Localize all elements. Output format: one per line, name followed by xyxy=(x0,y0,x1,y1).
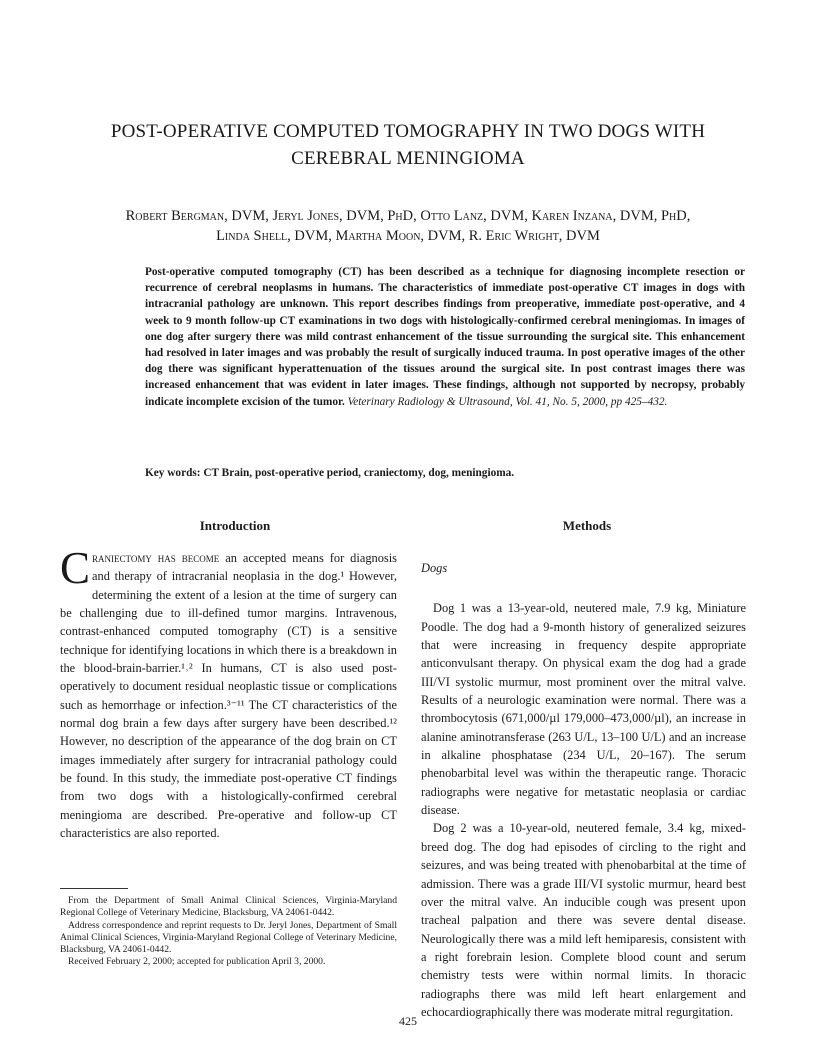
footnote-received: Received February 2, 2000; accepted for publication April 3, 2000. xyxy=(68,956,326,968)
author-line-1: Robert Bergman, DVM, Jeryl Jones, DVM, PhD, Otto Lanz, DVM, Karen Inzana, DVM, PhD, xyxy=(125,208,691,224)
abstract-citation: Veterinary Radiology & Ultrasound, Vol. 41, No. 5, 2000, pp 425–432. xyxy=(347,395,668,408)
drop-cap: C xyxy=(60,543,91,593)
footnote-affiliation: From the Department of Small Animal Clinical Sciences, Virginia-Maryland Regional College of Veterinary Medicine, Blacksburg, VA 24061-0442. xyxy=(60,895,397,919)
methods-subheading: Dogs xyxy=(421,561,448,575)
article-title: POST-OPERATIVE COMPUTED TOMOGRAPHY IN TWO DOGS WITH CEREBRAL MENINGIOMA xyxy=(110,121,706,169)
footnote-correspondence: Address correspondence and reprint requests to Dr. Jeryl Jones, Department of Small Animal Clinical Sciences, Virginia-Maryland Regional College of Veterinary Medicine, Blacksburg, VA 24061-0442. xyxy=(60,919,397,956)
methods-column xyxy=(421,549,746,1021)
introduction-heading: Introduction xyxy=(199,518,271,533)
keywords: Key words: CT Brain, post-operative period, craniectomy, dog, meningioma. xyxy=(145,467,515,479)
author-list xyxy=(60,206,756,246)
introduction-text: an accepted means for diagnosis and therapy of intracranial neoplasia in the dog.¹ However, determining the extent of a lesion at the time of surgery can be challenging due to ill-defined tumor margins. Intravenous, contrast-enhanced computed tomography (CT) is a sensitive technique for identifying locations in which there is a breakdown in the blood-brain-barrier.¹˒² In humans, CT is also used post-operatively to document residual neoplastic tissue or complications such as hemorrhage or infection.³⁻¹¹ The CT characteristics of the normal dog brain a few days after surgery have been described.¹² However, no description of the appearance of the dog brain on CT images immediately after surgery for intracranial pathology could be found. In this study, the immediate post-operative CT findings from two dogs with a histologically-confirmed cerebral meningioma are described. Pre-operative and follow-up CT characteristics are also reported. xyxy=(60,551,397,841)
page-number: 425 xyxy=(399,1014,417,1028)
abstract xyxy=(145,264,745,410)
methods-paragraph-dog2: Dog 2 was a 10-year-old, neutered female, 3.4 kg, mixed-breed dog. The dog had episodes of circling to the right and seizures, and was being treated with phenobarbital at the time of admission. There was a grade III/VI systolic murmur, heard best over the mitral valve. An inducible cough was present upon tracheal palpation and there was severe dental disease. Neurologically there was a mild left hemiparesis, consistent with a right forebrain lesion. Complete blood count and serum chemistry tests were within normal limits. In thoracic radiographs there was mild left heart enlargement and echocardiographically there was moderate mitral regurgitation. xyxy=(421,821,746,1019)
footnote-rule xyxy=(60,888,128,889)
methods-paragraph-dog1: Dog 1 was a 13-year-old, neutered male, 7.9 kg, Miniature Poodle. The dog had a 9-month history of generalized seizures that were increasing in frequency despite appropriate anticonvulsant therapy. On physical exam the dog had a grade III/VI systolic murmur, most prominent over the mitral valve. Results of a neurologic examination were normal. There was a thrombocytosis (671,000/µl 179,000–473,000/µl), an increase in alanine aminotransferase (263 U/L, 13–100 U/L) and an increase in alkaline phosphatase (234 U/L, 20–167). The serum phenobarbital level was within the therapeutic range. Thoracic radiographs were negative for metastatic neoplasia or cardiac disease. xyxy=(421,601,746,818)
introduction-column xyxy=(60,543,397,843)
methods-heading: Methods xyxy=(562,518,612,533)
footnotes xyxy=(60,895,397,969)
introduction-lead: raniectomy has become xyxy=(92,551,220,565)
author-line-2: Linda Shell, DVM, Martha Moon, DVM, R. Eric Wright, DVM xyxy=(216,228,600,244)
abstract-text: Post-operative computed tomography (CT) has been described as a technique for diagnosing incomplete resection or recurrence of cerebral neoplasms in humans. The characteristics of immediate post-operative CT images in dogs with intracranial pathology are unknown. This report describes findings from preoperative, immediate post-operative, and 4 week to 9 month follow-up CT examinations in two dogs with histologically-confirmed cerebral meningiomas. In images of one dog after surgery there was mild contrast enhancement of the tissue surrounding the surgical site. This enhancement had resolved in later images and was probably the result of surgically induced trauma. In post operative images of the other dog there was significant hyperattenuation of the tissues around the surgical site. In post contrast images there was increased enhancement that was evident in later images. These findings, although not supported by necropsy, probably indicate incomplete excision of the tumor. xyxy=(145,266,745,408)
introduction-paragraph xyxy=(60,543,397,843)
